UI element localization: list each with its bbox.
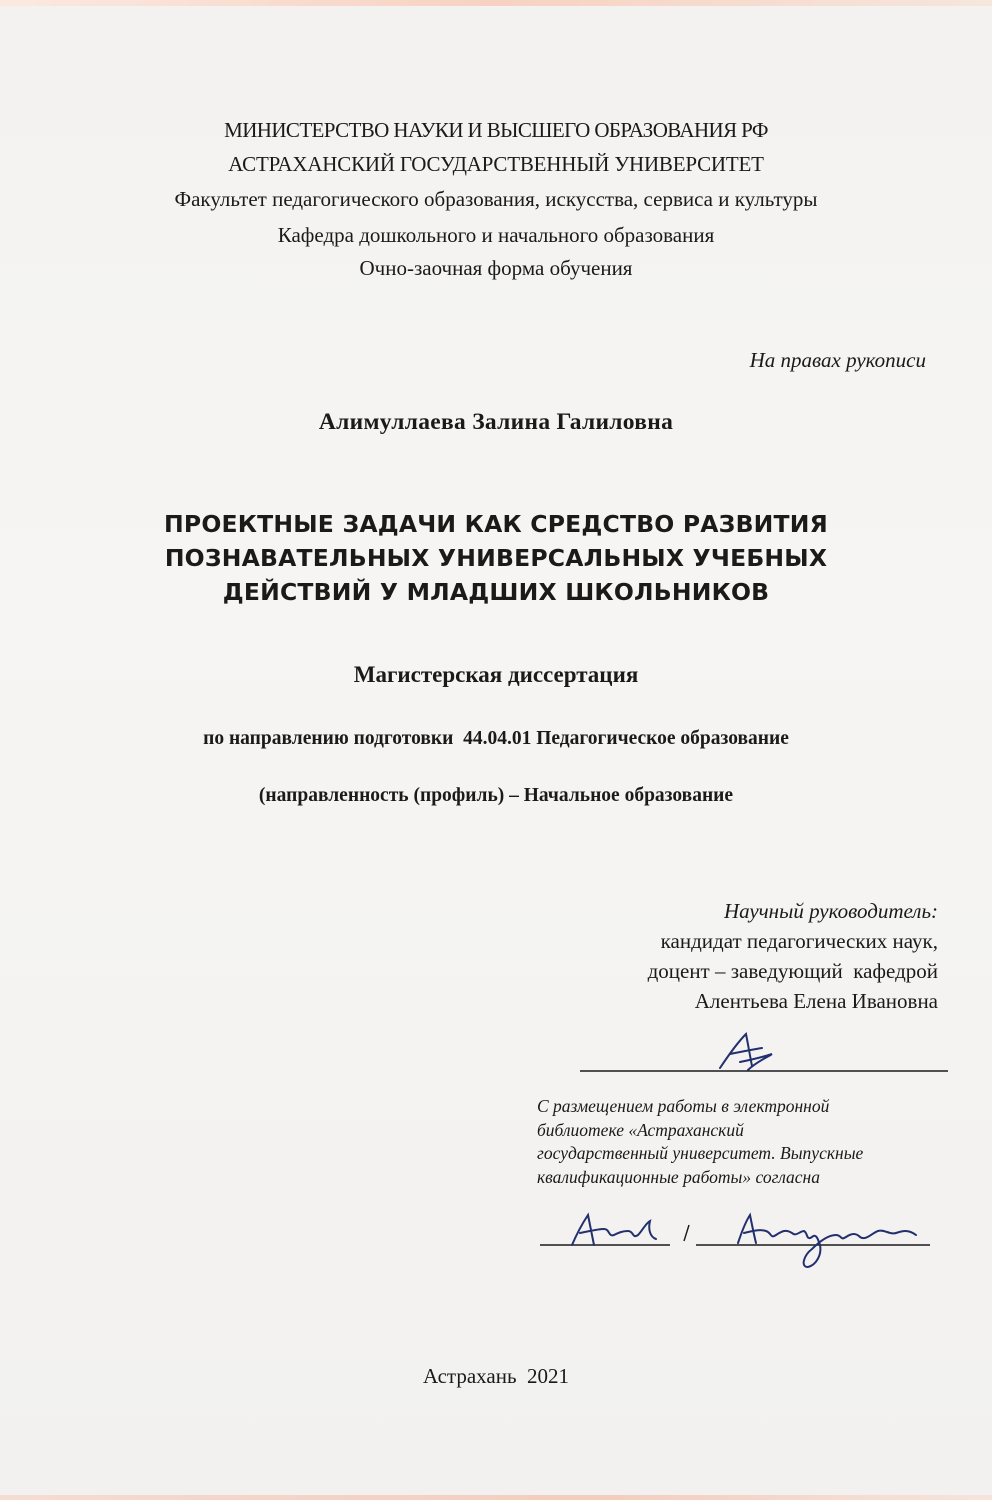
ministry-heading: МИНИСТЕРСТВО НАУКИ И ВЫСШЕГО ОБРАЗОВАНИЯ РФ [224, 118, 768, 142]
consent-line: государственный университет. Выпускные [537, 1143, 864, 1163]
supervisor-name: Алентьева Елена Ивановна [694, 989, 938, 1013]
consent-line: квалификационные работы» согласна [537, 1166, 820, 1187]
signature-separator [684, 1225, 689, 1241]
department-heading: Кафедра дошкольного и начального образования [277, 223, 715, 247]
thesis-title-line: ПОЗНАВАТЕЛЬНЫХ УНИВЕРСАЛЬНЫХ УЧЕБНЫХ [164, 544, 828, 572]
author-signatures [538, 1205, 938, 1275]
university-heading: АСТРАХАНСКИЙ ГОСУДАРСТВЕННЫЙ УНИВЕРСИТЕТ [228, 152, 764, 176]
training-profile: (направленность (профиль) – Начальное образование [258, 785, 734, 806]
consent-line: библиотеке «Астраханский [537, 1119, 744, 1140]
supervisor-degree: кандидат педагогических наук, [660, 929, 938, 953]
thesis-title [0, 507, 992, 609]
supervisor-label: Научный руководитель: [723, 899, 938, 923]
short-signature [572, 1215, 656, 1245]
consent-line: С размещением работы в электронной [537, 1096, 830, 1116]
faculty-heading: Факультет педагогического образования, искусства, сервиса и культуры [174, 187, 818, 211]
page-top-edge [0, 0, 992, 6]
manuscript-note: На правах рукописи [749, 348, 926, 372]
author-name: Алимуллаева Залина Галиловна [318, 409, 674, 435]
training-direction: по направлению подготовки 44.04.01 Педагогическое образование [203, 728, 789, 749]
supervisor-position: доцент – заведующий кафедрой [647, 959, 938, 983]
supervisor-signature [580, 1030, 950, 1078]
full-signature [738, 1215, 916, 1267]
thesis-title-line: ПРОЕКТНЫЕ ЗАДАЧИ КАК СРЕДСТВО РАЗВИТИЯ [164, 510, 828, 538]
study-form: Очно-заочная форма обучения [359, 256, 633, 280]
supervisor-block [648, 896, 938, 1016]
work-type: Магистерская диссертация [353, 662, 639, 687]
library-consent [537, 1095, 957, 1189]
page-bottom-edge [0, 1495, 992, 1500]
city-year: Астрахань 2021 [422, 1364, 570, 1388]
thesis-title-line: ДЕЙСТВИЙ У МЛАДШИХ ШКОЛЬНИКОВ [222, 578, 770, 606]
signature-mark [720, 1034, 772, 1070]
